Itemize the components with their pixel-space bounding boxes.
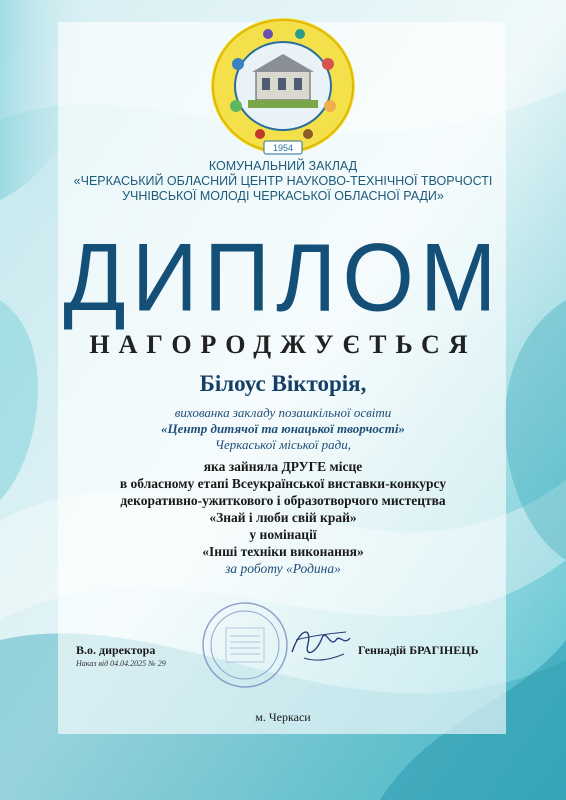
org-type: КОМУНАЛЬНИЙ ЗАКЛАД	[208, 159, 358, 173]
org-name-line2: УЧНІВСЬКОЇ МОЛОДІ ЧЕРКАСЬКОЇ ОБЛАСНОЇ РАДИ»	[122, 189, 444, 203]
diploma-title: ДИПЛОМ	[63, 224, 503, 332]
achievement-line2: в обласному етапі Всеукраїнської виставки-конкурсу	[119, 476, 447, 491]
achievement-line1: яка зайняла ДРУГЕ місце	[203, 459, 363, 474]
institution-logo	[208, 14, 358, 164]
official-stamp	[200, 600, 290, 690]
order-reference: Наказ від 04.04.2025 № 29	[76, 659, 166, 668]
achievement-line3: декоративно-ужиткового і образотворчого мистецтва	[120, 493, 446, 508]
achievement-line6: «Інші техніки виконання»	[202, 544, 364, 559]
awarded-heading: НАГОРОДЖУЄТЬСЯ	[89, 330, 477, 359]
signer-position: В.о. директора	[76, 643, 156, 657]
detail-line2: «Центр дитячої та юнацької творчості»	[161, 421, 405, 436]
achievement-line4: «Знай і люби свій край»	[209, 510, 357, 525]
detail-line1: вихованка закладу позашкільної освіти	[174, 405, 392, 420]
recipient-name: Білоус Вікторія,	[199, 371, 367, 396]
city-label: м. Черкаси	[255, 710, 311, 724]
handwritten-signature	[286, 618, 356, 668]
detail-line3: Черкаської міської ради,	[215, 437, 351, 452]
logo-year: 1954	[272, 143, 294, 153]
org-name-line1: «ЧЕРКАСЬКИЙ ОБЛАСНИЙ ЦЕНТР НАУКОВО-ТЕХНІЧНОЇ ТВОРЧОСТІ	[73, 174, 493, 188]
signer-name: Геннадій БРАГІНЕЦЬ	[358, 643, 479, 657]
achievement-line5: у номінації	[249, 527, 317, 542]
achievement-line7: за роботу «Родина»	[225, 561, 341, 576]
